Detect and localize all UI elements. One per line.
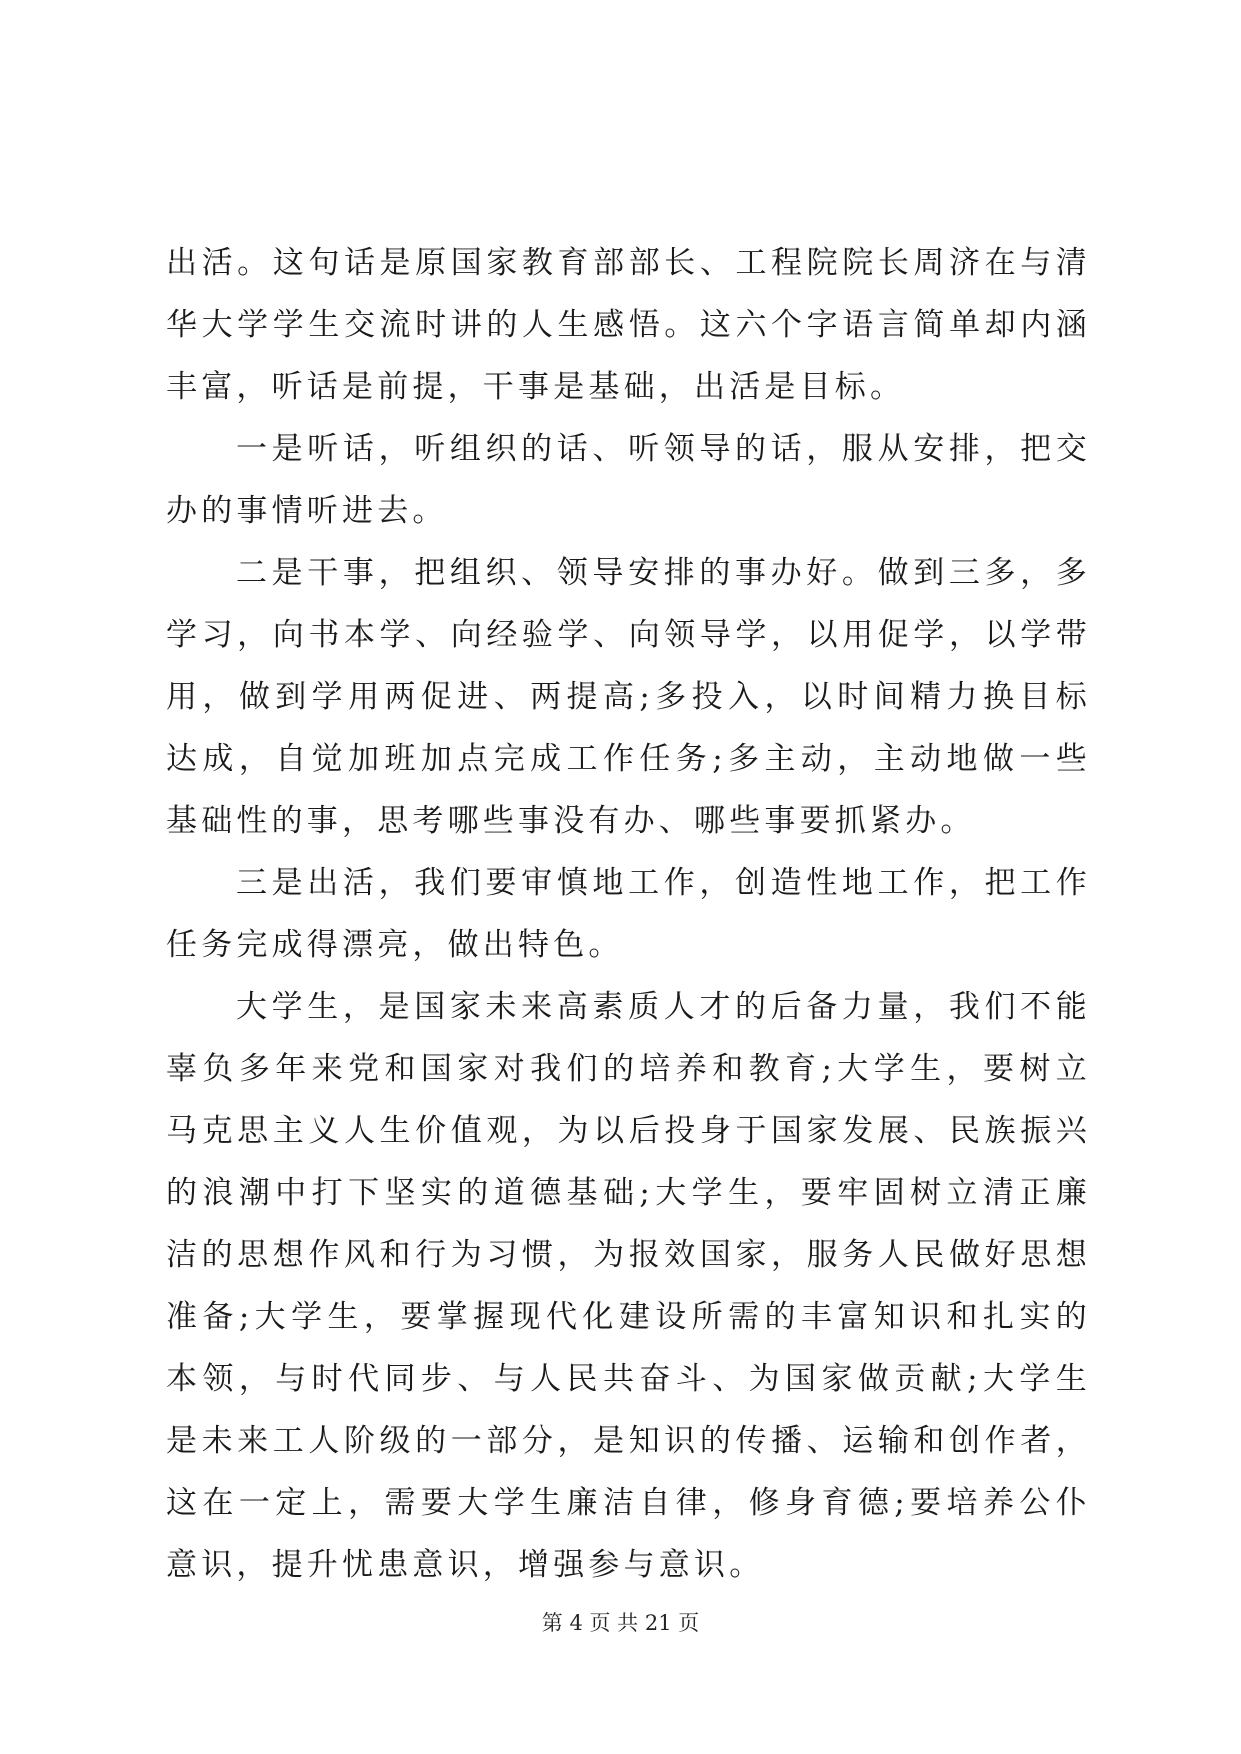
paragraph-5: 大学生，是国家未来高素质人才的后备力量，我们不能辜负多年来党和国家对我们的培养和教育;大学生，要树立马克思主义人生价值观，为以后投身于国家发展、民族振兴的浪潮中打下坚实的道德基础;大学生，要牢固树立清正廉洁的思想作风和行为习惯，为报效国家，服务人民做好思想准备;大学生，要掌握现代化建设所需的丰富知识和扎实的本领，与时代同步、与人民共奋斗、为国家做贡献;大学生是未来工人阶级的一部分，是知识的传播、运输和创作者，这在一定上，需要大学生廉洁自律，修身育德;要培养公仆意识，提升忧患意识，增强参与意识。 bbox=[166, 989, 1091, 1583]
paragraph-4: 三是出活，我们要审慎地工作，创造性地工作，把工作任务完成得漂亮，做出特色。 bbox=[166, 865, 1091, 963]
paragraph-3: 二是干事，把组织、领导安排的事办好。做到三多，多学习，向书本学、向经验学、向领导学，以用促学，以学带用，做到学用两促进、两提高;多投入，以时间精力换目标达成，自觉加班加点完成工作任务;多主动，主动地做一些基础性的事，思考哪些事没有办、哪些事要抓紧办。 bbox=[166, 555, 1091, 839]
paragraph-2: 一是听话，听组织的话、听领导的话，服从安排，把交办的事情听进去。 bbox=[166, 431, 1091, 529]
paragraph-1: 出活。这句话是原国家教育部部长、工程院院长周济在与清华大学学生交流时讲的人生感悟。这六个字语言简单却内涵丰富，听话是前提，干事是基础，出活是目标。 bbox=[166, 245, 1091, 405]
page-number-footer: 第 4 页 共 21 页 bbox=[541, 1611, 700, 1635]
body-text bbox=[166, 232, 1091, 1596]
